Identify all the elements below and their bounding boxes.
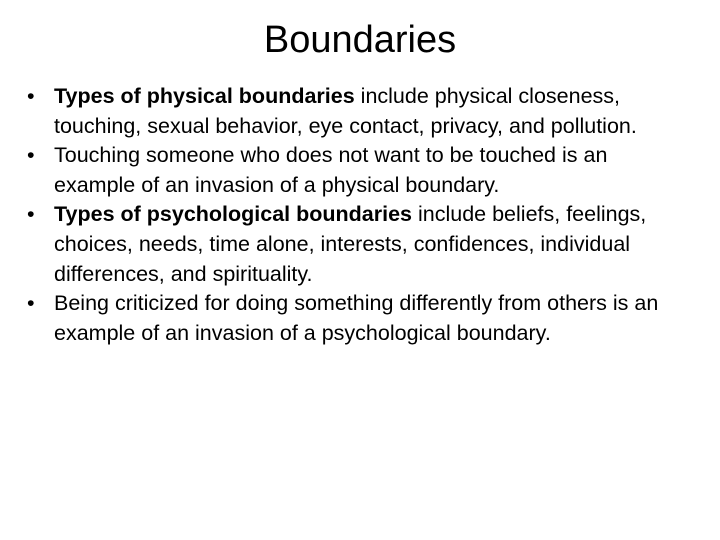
bullet-icon: • [27,291,35,316]
bullet-text: include beliefs, feelings, choices, needs, time alone, interests, confidences, individual differences, and spirituality. [54,202,647,286]
slide-title: Boundaries [263,19,457,61]
bullet-bold-text: Types of physical boundaries [54,84,355,108]
bullet-item [20,82,690,141]
bullet-icon: • [27,143,35,168]
bullet-text: Being criticized for doing something differently from others is an example of an invasion of a psychological boundary. [54,291,659,345]
bullet-item [20,289,690,348]
bullet-text: Touching someone who does not want to be touched is an example of an invasion of a physical boundary. [54,143,608,197]
bullet-icon: • [27,84,35,108]
bullet-item [20,200,690,289]
bullet-bold-text: Types of psychological boundaries [54,202,413,227]
bullet-icon: • [27,202,35,227]
bullet-text: include physical closeness, touching, sexual behavior, eye contact, privacy, and pollution. [54,84,637,138]
bullet-list [20,82,690,348]
bullet-item [20,141,690,200]
